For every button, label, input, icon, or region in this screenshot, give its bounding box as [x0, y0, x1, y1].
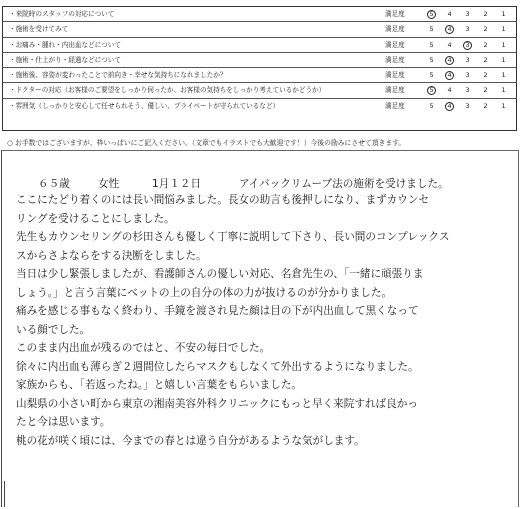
survey-question: ・施術・仕上がり・経過などについて	[9, 55, 121, 64]
rating-option[interactable]: 1	[501, 101, 506, 110]
comment-line: 山梨県の小さい町から東京の湘南美容外科クリニックにもっと早く来院すれば良かっ	[16, 397, 418, 410]
survey-question: ・施術後、容姿が変わったことで前向き・幸せな気持ちになれましたか？	[9, 71, 227, 80]
rating-option[interactable]: 4	[447, 10, 452, 18]
rating-label: 満足度	[385, 25, 405, 34]
rating-option[interactable]: 3	[465, 86, 470, 95]
comment-box	[1, 150, 519, 507]
survey-row	[3, 7, 516, 22]
rating-option[interactable]: 2	[483, 40, 488, 49]
rating-option[interactable]: 1	[501, 25, 506, 34]
rating-option[interactable]: 3	[465, 10, 470, 18]
rating-option[interactable]: 2	[483, 55, 488, 64]
comment-line: 痛みを感じる事もなく終わり、手鏡を渡され見た顔は目の下が内出血して黒くなって	[16, 305, 419, 317]
rating-scale	[423, 99, 515, 114]
rating-option[interactable]: 5	[429, 101, 434, 110]
instruction-text: ○ お手数ではございますが、枠いっぱいにご記入ください。（文章でもイラストでも大歓迎です！）今後の励みにさせて頂きます。	[7, 139, 406, 147]
survey-row	[3, 22, 516, 37]
rating-label: 満足度	[385, 55, 405, 64]
visit-date: 1月１２日	[152, 178, 202, 190]
survey-row	[3, 53, 516, 68]
rating-option[interactable]: 5	[429, 25, 434, 34]
rating-selected[interactable]: 5	[427, 86, 436, 95]
rating-label: 満足度	[385, 86, 405, 95]
rating-scale	[423, 22, 515, 37]
rating-selected[interactable]: 4	[445, 56, 454, 65]
patient-gender: 女性	[98, 178, 120, 190]
comment-line: 先生もカウンセリングの杉田さんも優しく丁寧に説明して下さり、長い間のコンプレックス	[16, 231, 450, 243]
rating-selected[interactable]: 3	[463, 41, 472, 50]
survey-question: ・ドクターの対応（お客様のご要望をしっかり伺ったか、お客様の気持ちをしっかり考えているかどうか）	[9, 86, 326, 95]
survey-question: ・施術を受けてみて	[9, 25, 69, 34]
comment-line: しょう。」と言う言葉にベットの上の自分の体の力が抜けるのが分かりました。	[16, 286, 393, 299]
rating-option[interactable]: 3	[465, 55, 470, 64]
rating-option[interactable]: 1	[501, 55, 506, 64]
survey-row	[3, 38, 516, 53]
survey-question: ・お痛み・腫れ・内出血などについて	[9, 40, 121, 49]
comment-line: リングを受けることにしました。	[16, 212, 175, 225]
rating-selected[interactable]: 5	[427, 10, 436, 19]
rating-option[interactable]: 2	[483, 10, 488, 18]
patient-age: ６５歳	[38, 178, 70, 190]
survey-row	[3, 68, 516, 83]
rating-option[interactable]: 4	[447, 86, 452, 95]
rating-option[interactable]: 2	[483, 25, 488, 34]
survey-question: ・来院時のスタッフの対応について	[9, 10, 115, 18]
rating-scale	[423, 83, 515, 98]
comment-line: いる顔でした。	[16, 323, 91, 336]
rating-option[interactable]: 2	[483, 71, 488, 80]
comment-line: このまま内出血が残るのではと、不安の毎日でした。	[16, 342, 271, 354]
rating-option[interactable]: 1	[501, 10, 506, 18]
rating-option[interactable]: 3	[465, 101, 470, 110]
rating-option[interactable]: 1	[501, 71, 506, 80]
rating-option[interactable]: 1	[501, 86, 506, 95]
rating-selected[interactable]: 4	[445, 71, 454, 80]
rating-selected[interactable]: 4	[445, 25, 454, 34]
rating-option[interactable]: 5	[429, 40, 434, 49]
rating-option[interactable]: 3	[465, 25, 470, 34]
rating-label: 満足度	[385, 10, 405, 18]
comment-body	[16, 191, 516, 450]
rating-option[interactable]: 1	[501, 40, 506, 49]
survey-question: ・雰囲気（しっかりと安心して任せられそう、優しい、プライベートが守られているなど）	[9, 101, 280, 110]
rating-option[interactable]: 5	[429, 55, 434, 64]
rating-scale	[423, 68, 515, 83]
rating-selected[interactable]: 4	[445, 102, 454, 111]
comment-line: 桃の花が咲く頃には、今までの春とは違う自分があるような気がします。	[16, 434, 365, 447]
survey-row	[3, 99, 516, 114]
rating-label: 満足度	[385, 71, 405, 80]
pen-mark	[4, 481, 10, 507]
comment-line: たと今は思います。	[16, 416, 111, 428]
comment-line: ここにたどり着くのには長い間悩みました。長女の助言も後押しになり、まずカウンセ	[16, 194, 430, 206]
rating-label: 満足度	[385, 101, 405, 110]
rating-scale	[423, 53, 515, 68]
rating-option[interactable]: 4	[447, 40, 452, 49]
comment-line: スからさよならをする決断をしました。	[16, 249, 207, 262]
satisfaction-survey-table	[2, 6, 517, 131]
rating-option[interactable]: 3	[465, 71, 470, 80]
comment-line: 徐々に内出血も薄らぎ２週間位したらマスクもしなくて外出するようになりました。	[16, 360, 419, 373]
comment-line: 当日は少し緊張しましたが、看護師さんの優しい対応、名倉先生の、「一緒に頑張りま	[16, 268, 424, 280]
rating-scale	[423, 7, 515, 22]
rating-option[interactable]: 2	[483, 101, 488, 110]
comment-line: 家族からも、「若返ったね。」と嬉しい言葉をもらいました。	[16, 379, 303, 391]
rating-scale	[423, 38, 515, 53]
procedure-text: アイバックリムーブ法の施術を受けました。	[239, 178, 449, 190]
rating-option[interactable]: 2	[483, 86, 488, 95]
rating-option[interactable]: 5	[429, 71, 434, 80]
rating-label: 満足度	[385, 40, 405, 49]
survey-row	[3, 83, 516, 98]
